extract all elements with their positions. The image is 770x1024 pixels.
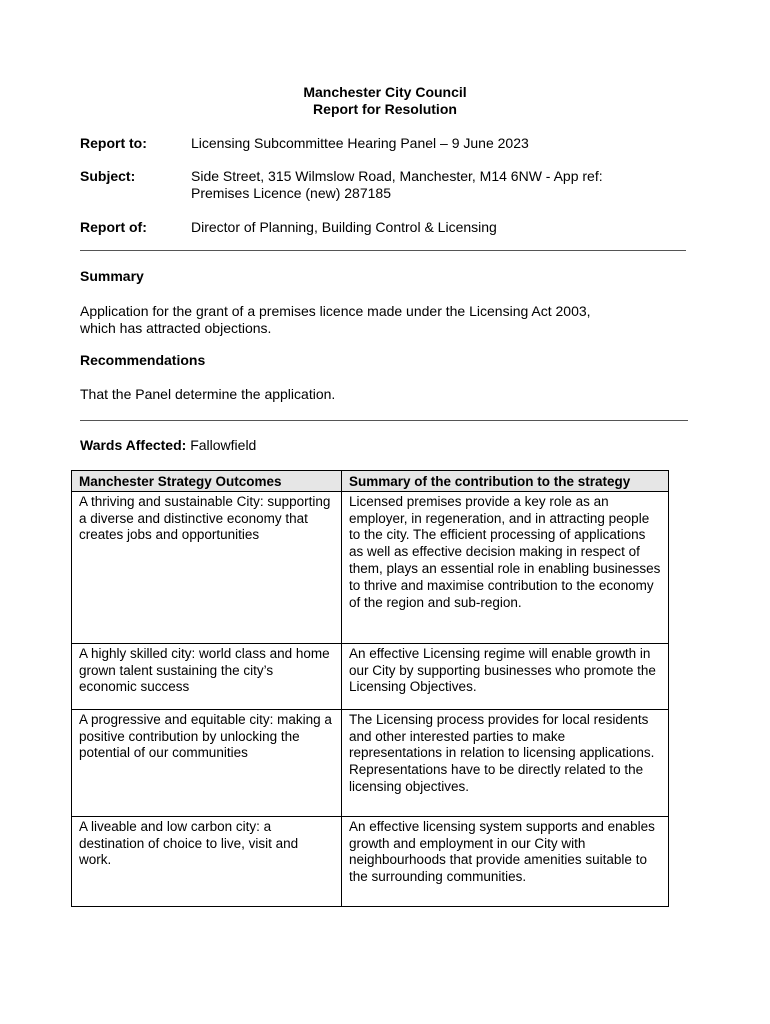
outcome-cell: A highly skilled city: world class and home grown talent sustaining the city’s economic success — [72, 643, 342, 709]
wards-label: Wards Affected: — [80, 437, 187, 453]
summary-line-2: which has attracted objections. — [80, 320, 272, 336]
wards-affected — [80, 437, 680, 454]
report-of-label: Report of: — [80, 219, 147, 235]
summary-line-1: Application for the grant of a premises licence made under the Licensing Act 2003, — [80, 303, 591, 319]
subject-line-1: Side Street, 315 Wilmslow Road, Manchester, M14 6NW - App ref: — [191, 168, 603, 184]
contribution-cell: An effective licensing system supports and enables growth and employment in our City with neighbourhoods that provide amenities suitable to the surrounding communities. — [342, 816, 669, 906]
contribution-cell: An effective Licensing regime will enable growth in our City by supporting businesses who promote the Licensing Objectives. — [342, 643, 669, 709]
contribution-cell: The Licensing process provides for local residents and other interested parties to make representations in relation to licensing applications. Representations have to be directly related to the licensing objectives. — [342, 709, 669, 816]
wards-value: Fallowfield — [190, 437, 257, 453]
header-outcomes: Manchester Strategy Outcomes — [72, 471, 342, 492]
divider-bottom — [80, 420, 688, 421]
report-of-value: Director of Planning, Building Control & Licensing — [191, 219, 497, 235]
subject-line-2: Premises Licence (new) 287185 — [191, 185, 391, 201]
contribution-cell: Licensed premises provide a key role as an employer, in regeneration, and in attracting people to the city. The efficient processing of applications as well as effective decision making in respect of them, plays an essential role in enabling businesses to thrive and maximise contribution to the economy of the region and sub-region. — [342, 491, 669, 643]
org-title: Manchester City Council — [303, 84, 467, 100]
divider-top — [80, 250, 686, 251]
recommendations-heading: Recommendations — [80, 352, 206, 368]
report-to-label: Report to: — [80, 135, 147, 151]
subject-label: Subject: — [80, 168, 136, 184]
table-header-row — [72, 471, 669, 492]
table-row — [72, 491, 669, 643]
header-contribution: Summary of the contribution to the strategy — [342, 471, 669, 492]
table-row — [72, 643, 669, 709]
table-row — [72, 709, 669, 816]
outcome-cell: A progressive and equitable city: making a positive contribution by unlocking the potential of our communities — [72, 709, 342, 816]
recommendations-text: That the Panel determine the application. — [80, 386, 336, 402]
strategy-table — [71, 470, 669, 907]
document-type: Report for Resolution — [313, 101, 457, 117]
outcome-cell: A thriving and sustainable City: supporting a diverse and distinctive economy that creates jobs and opportunities — [72, 491, 342, 643]
outcome-cell: A liveable and low carbon city: a destination of choice to live, visit and work. — [72, 816, 342, 906]
report-to-value: Licensing Subcommittee Hearing Panel – 9 June 2023 — [191, 135, 529, 151]
summary-heading: Summary — [80, 268, 144, 284]
table-row — [72, 816, 669, 906]
